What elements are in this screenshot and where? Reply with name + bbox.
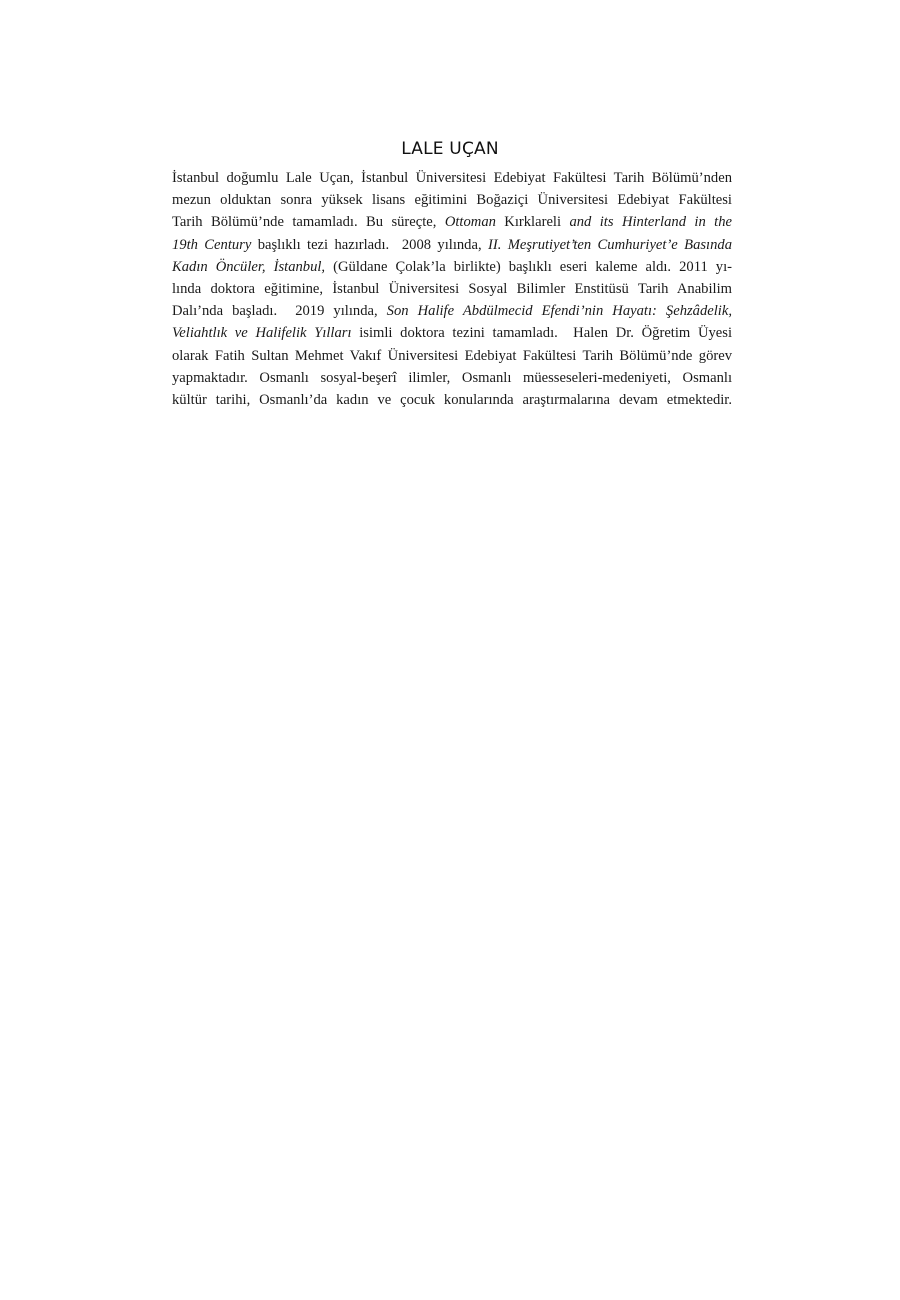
author-heading: LALE UÇAN [401, 139, 499, 159]
bio-text: Dalı’nda başladı. 2019 yılında, [172, 303, 387, 320]
bio-text: mezun olduktan sonra yüksek lisans eğitimini Boğaziçi Üniversitesi Edebiyat Fakültesi [172, 192, 732, 209]
bio-line [172, 278, 732, 300]
italic-title-text: Ottoman [444, 214, 496, 231]
bio-line [172, 322, 732, 344]
bio-line [172, 234, 732, 256]
bio-line [172, 256, 732, 278]
bio-text: isimli doktora tezini tamamladı. Halen Dr. Öğretim Üyesi [351, 325, 732, 342]
bio-text: (Güldane Çolak’la birlikte) başlıklı eseri kaleme aldı. 2011 yı- [325, 258, 732, 275]
bio-text: yapmaktadır. Osmanlı sosyal-beşerî ilimler, Osmanlı müesseseleri-medeniyeti, Osmanlı [172, 369, 732, 386]
italic-title-text: and its Hinterland in the [569, 214, 732, 231]
bio-line [172, 367, 732, 389]
bio-text: lında doktora eğitimine, İstanbul Üniversitesi Sosyal Bilimler Enstitüsü Tarih Anabilim [172, 280, 732, 297]
bio-line [172, 189, 732, 211]
bio-line [172, 345, 732, 367]
italic-title-text: Kadın Öncüler, İstanbul, [172, 258, 326, 275]
bio-text: olarak Fatih Sultan Mehmet Vakıf Üniversitesi Edebiyat Fakültesi Tarih Bölümü’nde görev [172, 347, 732, 364]
bio-line [172, 211, 732, 233]
author-biography [172, 167, 732, 411]
bio-line [172, 300, 732, 322]
italic-title-text: Veliahtlık ve Halifelik Yılları [172, 325, 352, 342]
bio-line [172, 167, 732, 189]
bio-text: İstanbul doğumlu Lale Uçan, İstanbul Üniversitesi Edebiyat Fakültesi Tarih Bölümü’nden [172, 170, 732, 186]
italic-title-text: II. Meşrutiyet’ten Cumhuriyet’e Basında [487, 236, 732, 253]
bio-text: Kırklareli [495, 214, 570, 231]
bio-text: kültür tarihi, Osmanlı’da kadın ve çocuk konularında araştırmalarına devam etmektedir. [172, 391, 732, 408]
bio-line [172, 389, 732, 411]
bio-text: başlıklı tezi hazırladı. 2008 yılında, [251, 236, 488, 253]
bio-text: Tarih Bölümü’nde tamamladı. Bu süreçte, [172, 214, 445, 231]
italic-title-text: Son Halife Abdülmecid Efendi’nin Hayatı: Şehzâdelik, [386, 303, 732, 320]
italic-title-text: 19th Century [172, 236, 252, 253]
